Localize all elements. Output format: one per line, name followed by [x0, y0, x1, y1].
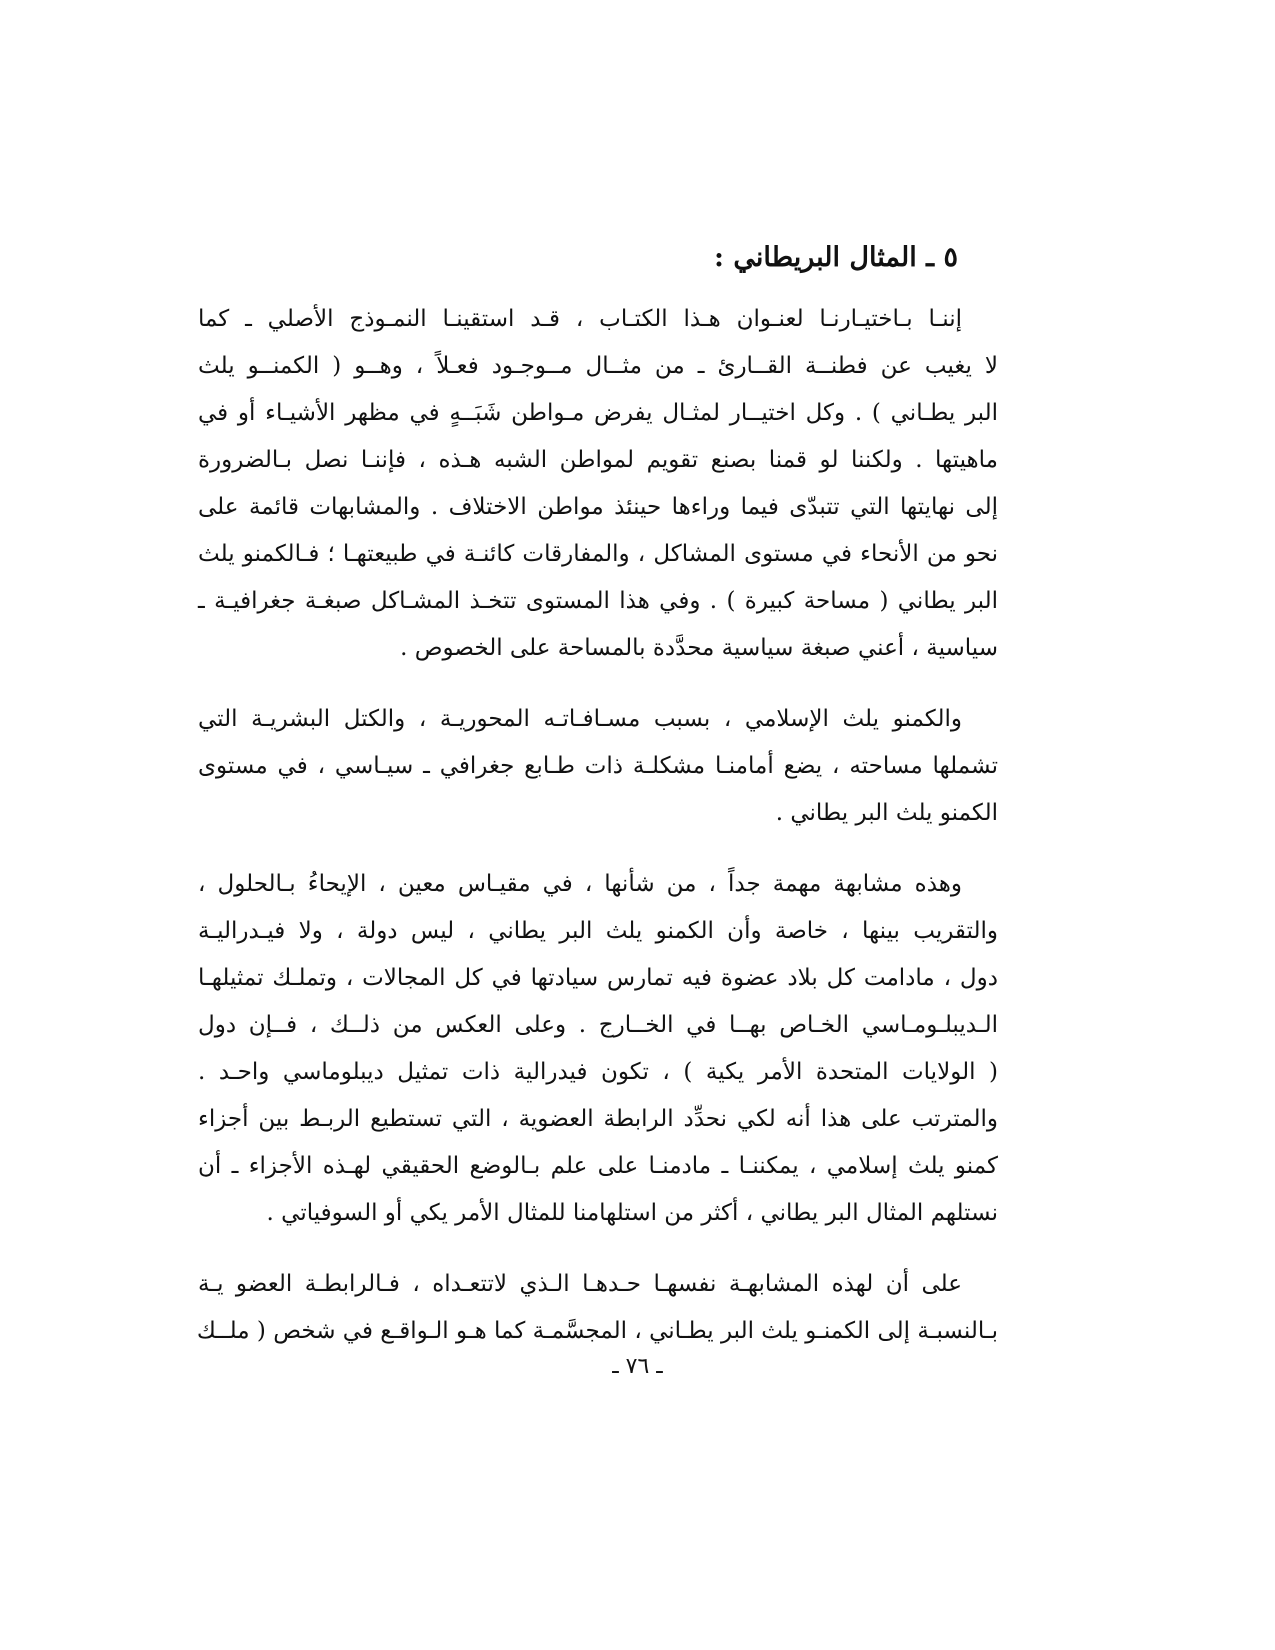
paragraph-3 — [198, 861, 998, 1237]
text-line: كمنو يلث إسلامي ، يمكننـا ـ مادمنـا على علم بـالوضع الحقيقي لهـذه الأجزاء ـ أن — [198, 1153, 998, 1179]
text-line: إننـا بـاختيـارنـا لعنـوان هـذا الكتـاب ، قـد استقينـا النمـوذج الأصلي ـ كما — [198, 306, 962, 332]
text-line: البر يطاني ( مساحة كبيرة ) . وفي هذا المستوى تتخـذ المشـاكل صبغـة جغرافيـة ـ — [198, 588, 998, 614]
paragraph-4 — [198, 1261, 998, 1355]
text-line: والكمنو يلث الإسلامي ، بسبب مسـافـاتـه المحوريـة ، والكتل البشريـة التي — [198, 706, 962, 732]
paragraph-2 — [198, 696, 998, 837]
text-line: دول ، مادامت كل بلاد عضوة فيه تمارس سيادتها في كل المجالات ، وتملـك تمثيلهـا — [198, 965, 998, 991]
text-line: نحو من الأنحاء في مستوى المشاكل ، والمفارقات كائنـة في طبيعتهـا ؛ فـالكمنو يلث — [198, 541, 998, 567]
text-line: إلى نهايتها التي تتبدّى فيما وراءها حينئذ مواطن الاختلاف . والمشابهات قائمة على — [198, 494, 998, 520]
text-line: ( الولايات المتحدة الأمر يكية ) ، تكون فيدرالية ذات تمثيل ديبلوماسي واحـد . — [198, 1059, 998, 1085]
text-line: الكمنو يلث البر يطاني . — [775, 800, 998, 826]
text-line: ماهيتها . ولكننا لو قمنا بصنع تقويم لمواطن الشبه هـذه ، فإننـا نصل بـالضرورة — [198, 447, 998, 473]
section-heading: ٥ ـ المثال البريطاني : — [713, 242, 958, 273]
text-line: البر يطـاني ) . وكل اختيــار لمثـال يفرض مـواطن شَبَــهٍ في مظهر الأشيـاء أو في — [198, 400, 998, 426]
text-line: والمترتب على هذا أنه لكي نحدِّد الرابطة العضوية ، التي تستطيع الربـط بين أجزاء — [198, 1106, 998, 1132]
page-body — [198, 238, 998, 1379]
text-line: بـالنسبـة إلى الكمنـو يلث البر يطـاني ، المجسَّمـة كما هـو الـواقـع في شخص ( ملــك — [196, 1318, 998, 1344]
text-line: على أن لهذه المشابهـة نفسهـا حـدهـا الـذي لاتتعـداه ، فـالرابطـة العضو يـة — [198, 1271, 962, 1297]
text-line: نستلهم المثال البر يطاني ، أكثر من استلهامنا للمثال الأمر يكي أو السوفياتي . — [266, 1200, 998, 1226]
text-line: تشملها مساحته ، يضع أمامنـا مشكلـة ذات طـابع جغرافي ـ سيـاسي ، في مستوى — [198, 753, 998, 779]
text-line: والتقريب بينها ، خاصة وأن الكمنو يلث البر يطاني ، ليس دولة ، ولا فيـدراليـة — [198, 918, 998, 944]
page-number: ـ ٧٦ ـ — [612, 1354, 663, 1379]
text-line: الـديبلـومـاسي الخـاص بهــا في الخــارج . وعلى العكس من ذلــك ، فــإن دول — [198, 1012, 998, 1038]
text-line: سياسية ، أعني صبغة سياسية محدَّدة بالمساحة على الخصوص . — [400, 635, 998, 661]
paragraph-1 — [198, 296, 998, 672]
text-line: لا يغيب عن فطنــة القــارئ ـ من مثــال مــوجـود فعـلاً ، وهــو ( الكمنــو يلث — [198, 353, 998, 379]
text-line: وهذه مشابهة مهمة جداً ، من شأنها ، في مقيـاس معين ، الإيحاءُ بـالحلول ، — [198, 871, 962, 897]
